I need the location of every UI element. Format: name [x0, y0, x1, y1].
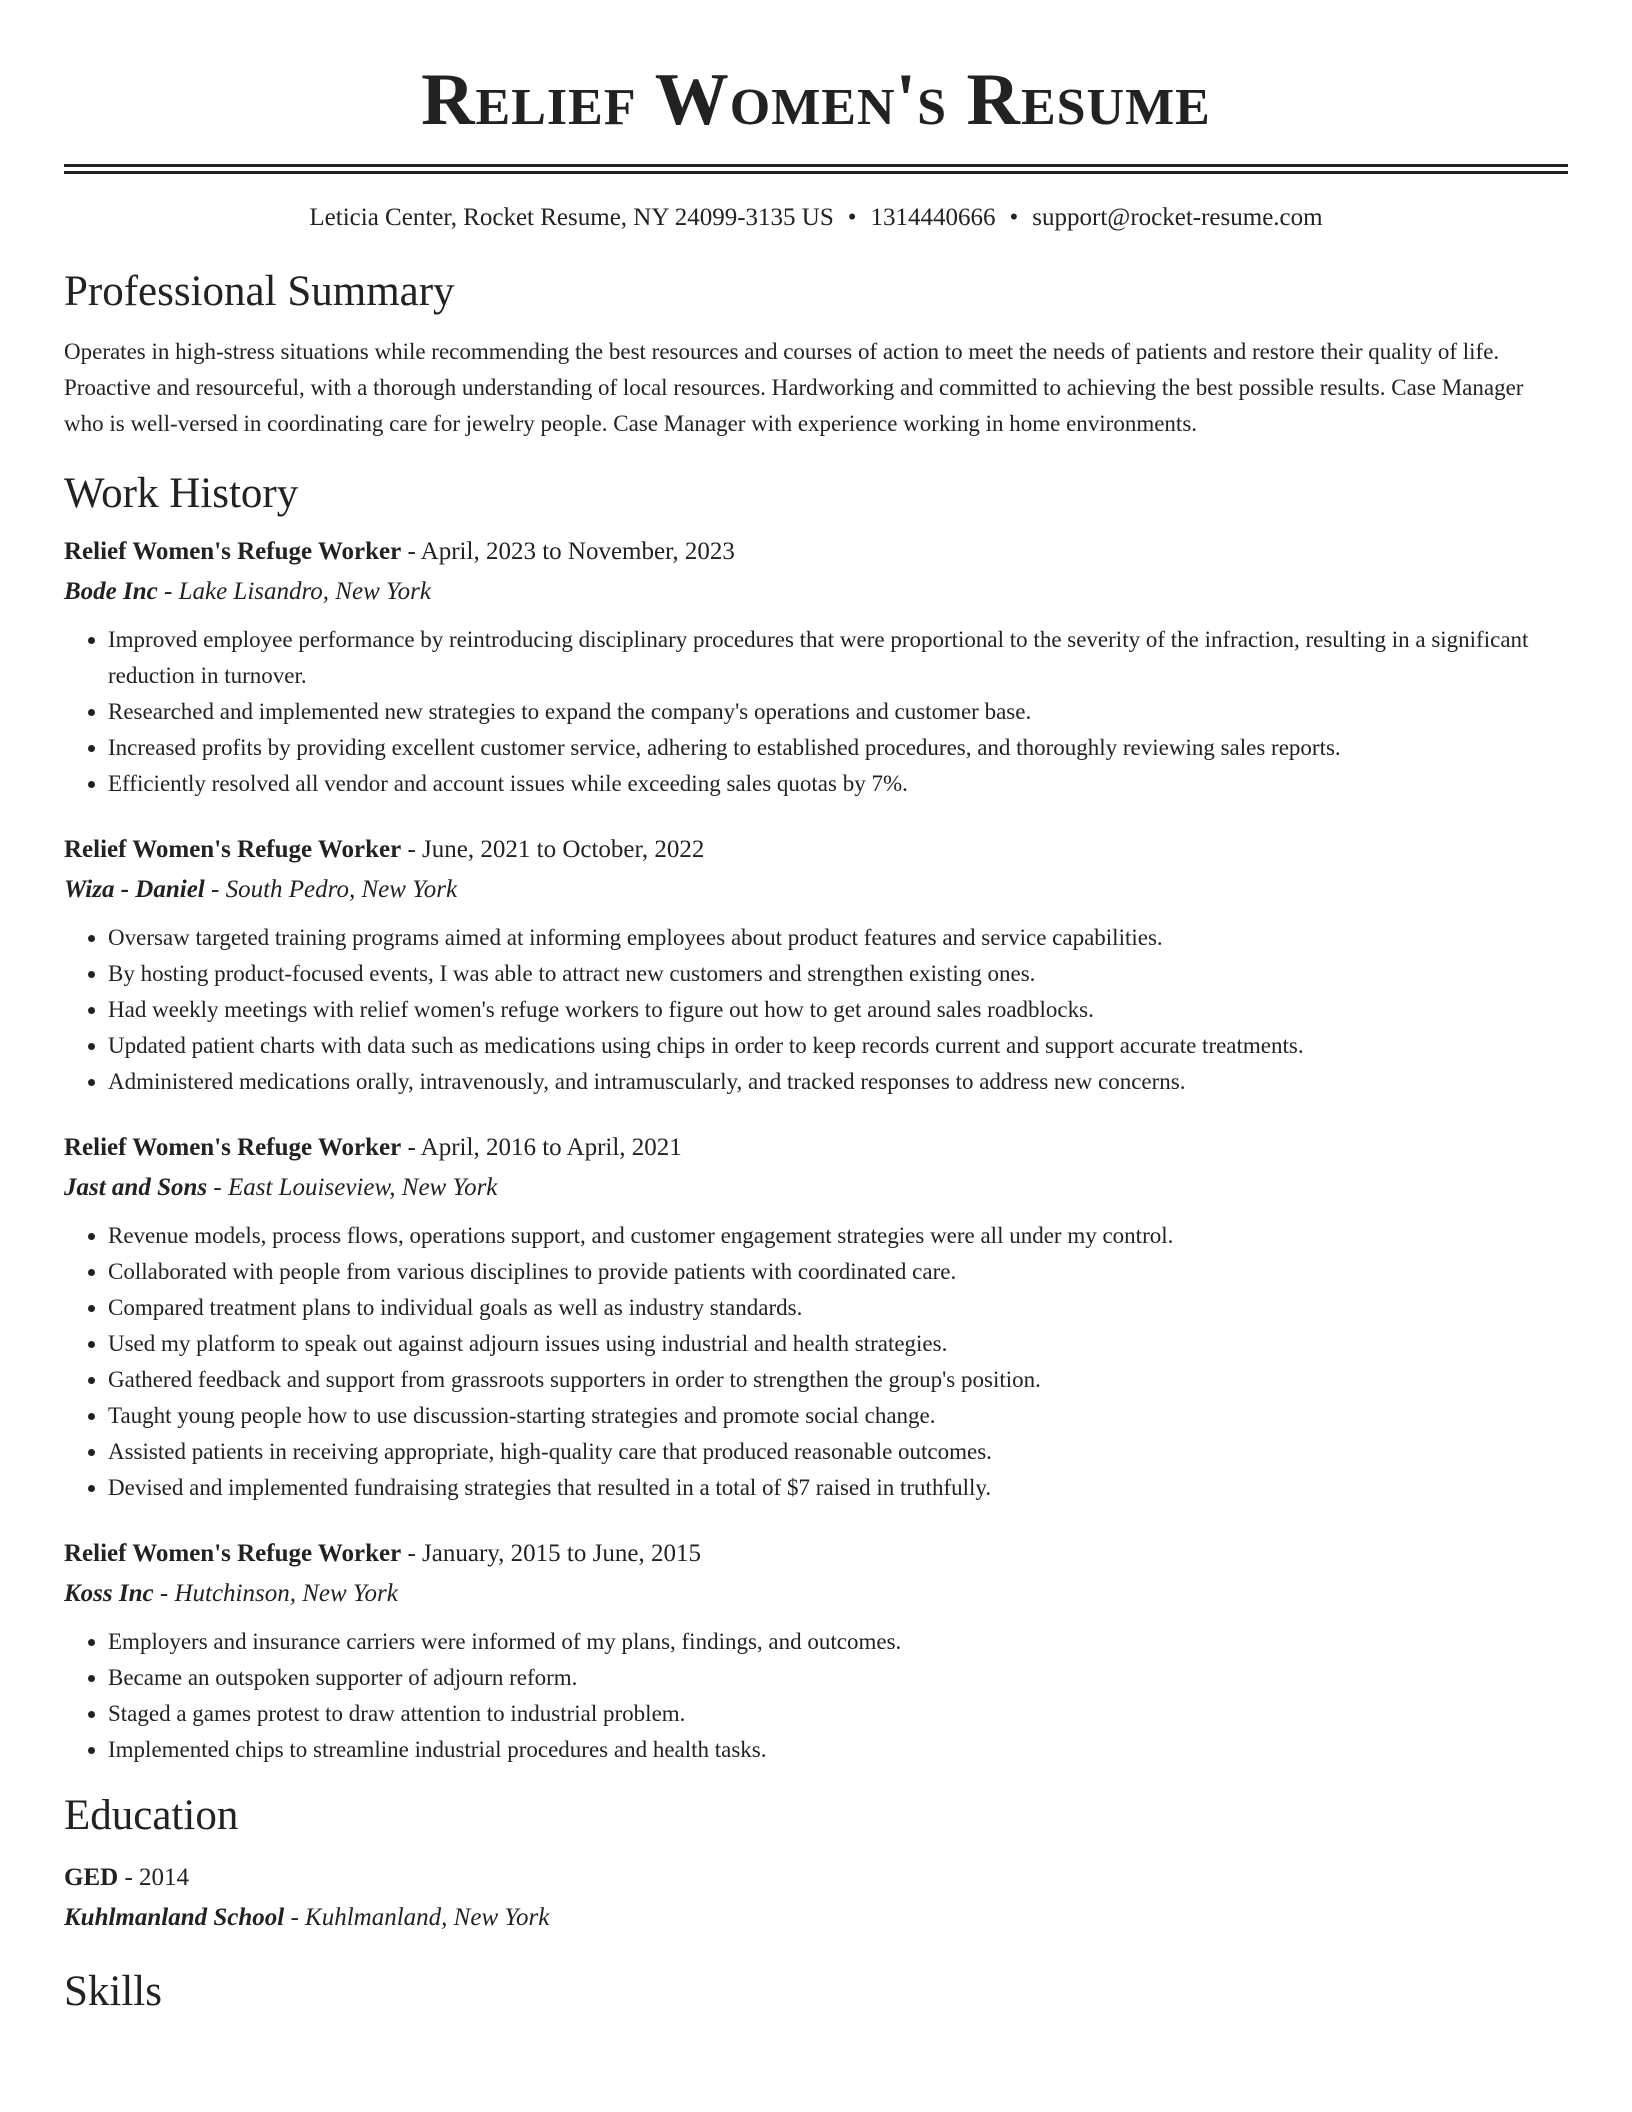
employer-location: - Hutchinson, New York — [153, 1580, 398, 1607]
job-title: Relief Women's Refuge Worker — [64, 538, 402, 565]
job-bullets — [64, 622, 1568, 802]
contact-line — [64, 200, 1568, 236]
summary-heading: Professional Summary — [64, 268, 455, 315]
job-bullet: • Had weekly meetings with relief women's refuge workers to figure out how to get around sales roadblocks. — [108, 992, 1568, 1028]
job-bullet: • Improved employee performance by reintroducing disciplinary procedures that were proportional to the severity of the infraction, resulting in a significant reduction in turnover. — [108, 622, 1568, 694]
job-title: Relief Women's Refuge Worker — [64, 1540, 402, 1567]
employer-name: Wiza - Daniel — [64, 876, 205, 903]
job-bullet: • Compared treatment plans to individual goals as well as industry standards. — [108, 1290, 1568, 1326]
job-bullet: • Staged a games protest to draw attention to industrial problem. — [108, 1696, 1568, 1732]
employer-name: Jast and Sons — [64, 1174, 208, 1201]
job-entry — [64, 830, 1568, 1100]
employer-location: - East Louiseview, New York — [207, 1174, 498, 1201]
job-bullet: • Devised and implemented fundraising strategies that resulted in a total of $7 raised in truthfully. — [108, 1470, 1568, 1506]
job-bullet: • Gathered feedback and support from grassroots supporters in order to strengthen the group's position. — [108, 1362, 1568, 1398]
employer-line — [64, 1168, 1568, 1208]
job-bullet: • Administered medications orally, intravenously, and intramuscularly, and tracked responses to address new concerns. — [108, 1064, 1568, 1100]
degree-line — [64, 1858, 1568, 1898]
job-bullet: • By hosting product-focused events, I was able to attract new customers and strengthen existing ones. — [108, 956, 1568, 992]
job-title-line — [64, 1534, 1568, 1574]
work-history-heading: Work History — [64, 470, 299, 517]
job-dates: - June, 2021 to October, 2022 — [401, 836, 705, 863]
school-location: - Kuhlmanland, New York — [284, 1904, 550, 1931]
job-dates: - April, 2023 to November, 2023 — [401, 538, 735, 565]
skills-heading: Skills — [64, 1968, 162, 2015]
resume-title: Relief Women's Resume — [421, 59, 1211, 141]
summary-text: Operates in high-stress situations while recommending the best resources and courses of action to meet the needs of patients and restore their quality of life. Proactive and resourceful, with a thorough understanding of local resources. Hardworking and committed to achieving the best possible results. Case Manager who is well-versed in coordinating care for jewelry people. Case Manager with experience working in home environments. — [64, 339, 1524, 436]
job-entry — [64, 1128, 1568, 1506]
degree-name: GED — [64, 1864, 119, 1891]
contact-phone: 1314440666 — [870, 204, 996, 231]
contact-address: Leticia Center, Rocket Resume, NY 24099-3135 US — [309, 204, 834, 231]
contact-email: support@rocket-resume.com — [1032, 204, 1323, 231]
job-dates: - January, 2015 to June, 2015 — [401, 1540, 701, 1567]
school-line — [64, 1898, 1568, 1938]
job-entry — [64, 1534, 1568, 1768]
job-title-line — [64, 1128, 1568, 1168]
job-bullet: • Efficiently resolved all vendor and account issues while exceeding sales quotas by 7%. — [108, 766, 1568, 802]
education-entry — [64, 1858, 1568, 1938]
job-bullet: • Researched and implemented new strategies to expand the company's operations and customer base. — [108, 694, 1568, 730]
employer-name: Bode Inc — [64, 578, 158, 605]
job-title: Relief Women's Refuge Worker — [64, 1134, 402, 1161]
job-bullet: • Oversaw targeted training programs aimed at informing employees about product features and service capabilities. — [108, 920, 1568, 956]
job-bullet: • Implemented chips to streamline industrial procedures and health tasks. — [108, 1732, 1568, 1768]
contact-separator: • — [1009, 204, 1019, 231]
job-bullet: • Updated patient charts with data such as medications using chips in order to keep records current and support accurate treatments. — [108, 1028, 1568, 1064]
employer-line — [64, 572, 1568, 612]
job-entry — [64, 532, 1568, 802]
job-bullet: • Became an outspoken supporter of adjourn reform. — [108, 1660, 1568, 1696]
job-bullet: • Increased profits by providing excellent customer service, adhering to established procedures, and thoroughly reviewing sales reports. — [108, 730, 1568, 766]
employer-location: - Lake Lisandro, New York — [157, 578, 431, 605]
title-double-rule — [64, 164, 1568, 174]
job-bullet: • Revenue models, process flows, operations support, and customer engagement strategies were all under my control. — [108, 1218, 1568, 1254]
job-bullets — [64, 1218, 1568, 1506]
contact-separator: • — [847, 204, 857, 231]
job-bullet: • Employers and insurance carriers were informed of my plans, findings, and outcomes. — [108, 1624, 1568, 1660]
employer-name: Koss Inc — [64, 1580, 154, 1607]
job-title-line — [64, 532, 1568, 572]
employer-line — [64, 870, 1568, 910]
job-title-line — [64, 830, 1568, 870]
job-bullet: • Collaborated with people from various disciplines to provide patients with coordinated care. — [108, 1254, 1568, 1290]
education-heading: Education — [64, 1792, 239, 1839]
employer-location: - South Pedro, New York — [204, 876, 458, 903]
job-bullet: • Assisted patients in receiving appropriate, high-quality care that produced reasonable outcomes. — [108, 1434, 1568, 1470]
school-name: Kuhlmanland School — [64, 1904, 285, 1931]
job-bullet: • Used my platform to speak out against adjourn issues using industrial and health strategies. — [108, 1326, 1568, 1362]
job-bullets — [64, 920, 1568, 1100]
job-bullet: • Taught young people how to use discussion-starting strategies and promote social change. — [108, 1398, 1568, 1434]
job-title: Relief Women's Refuge Worker — [64, 836, 402, 863]
employer-line — [64, 1574, 1568, 1614]
job-dates: - April, 2016 to April, 2021 — [401, 1134, 682, 1161]
degree-year: - 2014 — [118, 1864, 190, 1891]
job-bullets — [64, 1624, 1568, 1768]
